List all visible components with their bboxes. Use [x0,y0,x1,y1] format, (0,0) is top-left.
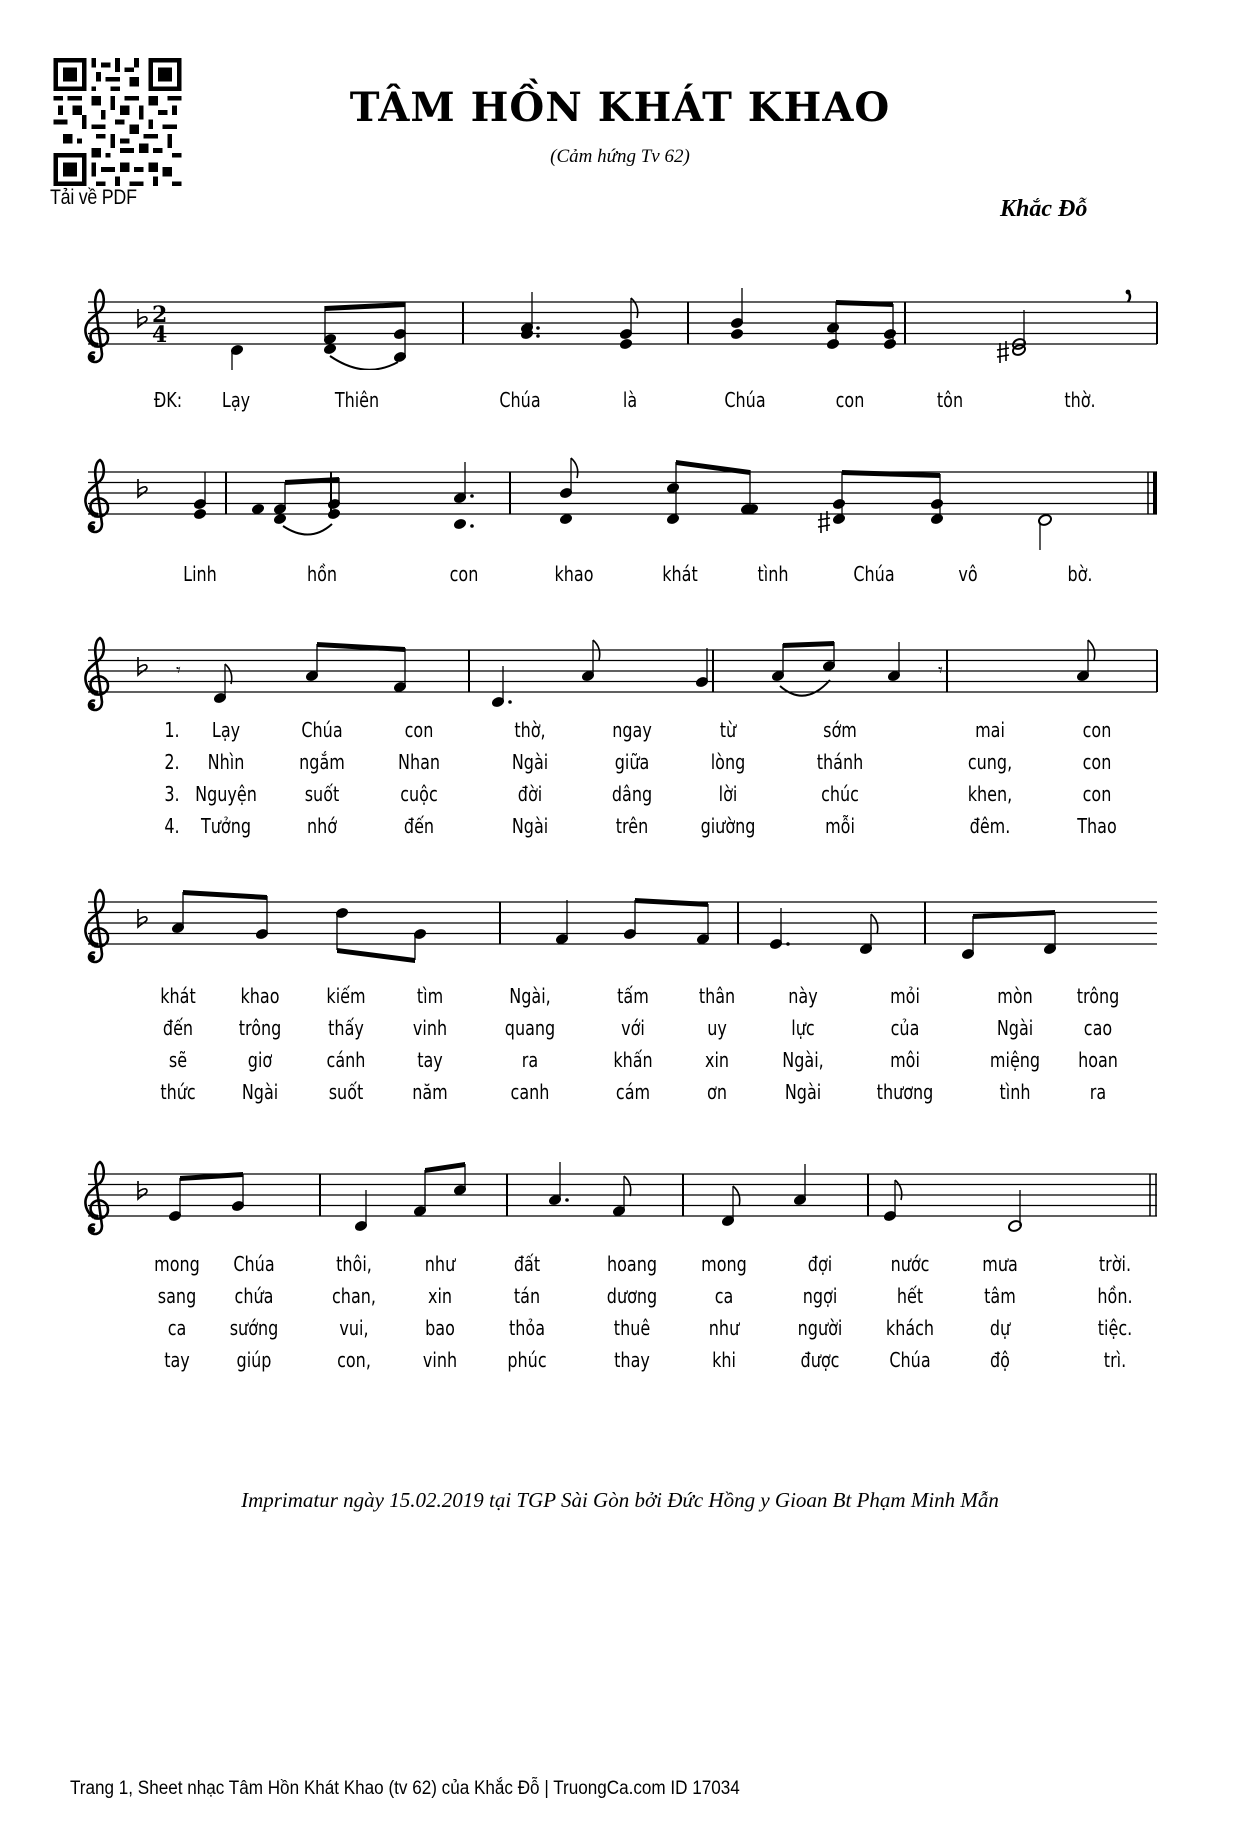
lyric-syllable: đợi [807,1252,833,1276]
lyric-syllable: mưa [982,1252,1018,1276]
lyric-syllable: cung, [967,750,1013,774]
lyric-syllable: thờ. [1064,388,1096,412]
lyric-syllable: giường [700,814,756,838]
lyric-syllable: Chúa [301,718,343,742]
song-title: TÂM HỒN KHÁT KHAO [349,84,891,131]
lyric-syllable: với [621,1016,645,1040]
lyric-syllable: xin [704,1048,730,1072]
lyric-syllable: được [800,1348,840,1372]
lyric-syllable: Ngài [784,1080,822,1104]
lyric-syllable: trông [1076,984,1120,1008]
lyric-syllable: như [424,1252,456,1276]
lyric-syllable: tâm [984,1284,1016,1308]
lyric-syllable: chan, [332,1284,376,1308]
lyrics-refrain-line-2 [0,562,1240,592]
lyric-syllable: trời. [1098,1252,1132,1276]
lyric-syllable: Lạy [211,718,241,742]
verse-number: 1. [164,718,180,742]
verse-number: 3. [164,782,180,806]
lyric-syllable: hoan [1078,1048,1118,1072]
lyric-syllable: trông [238,1016,282,1040]
music-notes [0,440,1240,550]
lyric-syllable: mòn [997,984,1033,1008]
lyric-syllable: ngợi [802,1284,838,1308]
staff-verse-1 [0,618,1240,728]
verse-number: 2. [164,750,180,774]
svg-text:2: 2 [152,302,168,328]
lyric-syllable: khen, [967,782,1013,806]
lyric-syllable: ra [521,1048,539,1072]
lyric-syllable: giơ [247,1048,273,1072]
lyric-syllable: như [708,1316,740,1340]
lyric-syllable: bờ. [1067,562,1093,586]
lyric-syllable: ngay [612,718,652,742]
lyric-syllable: từ [719,718,737,742]
staff-verse-2 [0,870,1240,980]
song-subtitle: (Cảm hứng Tv 62) [550,146,690,167]
lyric-syllable: ĐK: [153,388,183,412]
lyric-syllable: miệng [989,1048,1041,1072]
verses-block-2 [0,984,1240,1114]
lyric-syllable: môi [890,1048,920,1072]
svg-text:𝄾: 𝄾 [938,660,943,681]
lyric-syllable: cao [1083,1016,1113,1040]
lyric-syllable: đêm. [969,814,1011,838]
lyric-syllable: dâng [611,782,653,806]
lyric-syllable: bao [425,1316,455,1340]
lyric-syllable: Ngài [241,1080,279,1104]
lyric-syllable: tôn [936,388,964,412]
lyric-syllable: lòng [710,750,746,774]
music-staff [0,870,1240,980]
verse-1-line [0,984,1240,1014]
lyric-syllable: nước [890,1252,930,1276]
lyric-syllable: suốt [304,782,340,806]
lyric-syllable: Nhan [397,750,441,774]
verse-4-line [0,814,1240,844]
lyric-syllable: Thao [1077,814,1117,838]
lyric-syllable: tiệc. [1097,1316,1133,1340]
imprimatur-note: Imprimatur ngày 15.02.2019 tại TGP Sài Gòn bởi Đức Hồng y Gioan Bt Phạm Minh Mẫn [241,1488,999,1512]
lyric-syllable: thay [614,1348,650,1372]
lyric-syllable: giúp [236,1348,272,1372]
lyric-syllable: hồn [306,562,338,586]
staff-refrain-2-notes [0,440,1240,550]
verse-number: 4. [164,814,180,838]
lyric-syllable: Ngài [511,750,549,774]
lyric-syllable: khát [662,562,698,586]
page-footer: Trang 1, Sheet nhạc Tâm Hồn Khát Khao (tv 62) của Khắc Đỗ | TruongCa.com ID 17034 [70,1778,740,1799]
lyric-syllable: khao [240,984,280,1008]
download-pdf-link[interactable]: Tải về PDF [50,186,137,209]
lyric-syllable: phúc [507,1348,547,1372]
lyric-syllable: đất [513,1252,541,1276]
lyric-syllable: tán [513,1284,541,1308]
svg-text:4: 4 [152,322,168,348]
lyric-syllable: chứa [234,1284,274,1308]
lyric-syllable: thấy [328,1016,364,1040]
lyric-syllable: tấm [617,984,649,1008]
lyric-syllable: cám [615,1080,651,1104]
lyric-syllable: ca [167,1316,187,1340]
lyric-syllable: sẽ [168,1048,188,1072]
lyric-syllable: chúc [821,782,859,806]
lyric-syllable: thương [876,1080,934,1104]
lyric-syllable: hết [896,1284,924,1308]
lyric-syllable: đến [403,814,435,838]
verse-3-line [0,1048,1240,1078]
lyric-syllable: thánh [816,750,864,774]
lyric-syllable: hoang [606,1252,658,1276]
lyric-syllable: Chúa [499,388,541,412]
lyric-syllable: trì. [1103,1348,1127,1372]
verse-4-line [0,1080,1240,1110]
lyric-syllable: thờ, [514,718,546,742]
lyric-syllable: thuê [613,1316,651,1340]
lyric-syllable: ngắm [299,750,345,774]
music-staff [0,618,1240,728]
lyric-syllable: tình [999,1080,1031,1104]
lyric-syllable: vui, [339,1316,369,1340]
lyric-syllable: cánh [326,1048,366,1072]
lyric-syllable: trên [615,814,649,838]
lyric-syllable: vinh [422,1348,458,1372]
lyric-syllable: ra [1089,1080,1107,1104]
lyric-syllable: hồn. [1097,1284,1133,1308]
music-staff [0,1142,1240,1252]
verses-block-1 [0,718,1240,848]
lyric-syllable: vinh [412,1016,448,1040]
svg-text:𝄾: 𝄾 [176,660,181,681]
lyric-syllable: Nhìn [207,750,245,774]
lyric-syllable: Chúa [233,1252,275,1276]
lyric-syllable: khao [554,562,594,586]
lyric-syllable: thôi, [336,1252,372,1276]
lyrics-refrain-line-1 [0,388,1240,418]
lyric-syllable: con [449,562,479,586]
lyric-syllable: tình [757,562,789,586]
lyric-syllable: kiếm [326,984,366,1008]
staff-verse-3 [0,1142,1240,1252]
lyric-syllable: này [788,984,818,1008]
verse-1-line [0,1252,1240,1282]
verse-2-line [0,1284,1240,1314]
lyric-syllable: Lạy [221,388,251,412]
lyric-syllable: lời [718,782,738,806]
lyric-syllable: Thiên [334,388,380,412]
lyric-syllable: đến [162,1016,194,1040]
lyric-syllable: nhớ [306,814,338,838]
lyric-syllable: độ [990,1348,1010,1372]
lyric-syllable: tay [164,1348,190,1372]
lyric-syllable: mỏi [890,984,920,1008]
lyric-syllable: tay [417,1048,443,1072]
verse-3-line [0,1316,1240,1346]
lyric-syllable: Nguyện [195,782,257,806]
verses-block-3 [0,1252,1240,1382]
lyric-syllable: Chúa [853,562,895,586]
lyric-syllable: con [1082,718,1112,742]
lyric-syllable: khấn [613,1048,653,1072]
lyric-syllable: xin [427,1284,453,1308]
lyric-syllable: Ngài, [509,984,551,1008]
lyric-syllable: Ngài [996,1016,1034,1040]
lyric-syllable: người [797,1316,843,1340]
lyric-syllable: khách [885,1316,935,1340]
lyric-syllable: tìm [416,984,444,1008]
lyric-syllable: sớm [823,718,857,742]
lyric-syllable: Ngài [511,814,549,838]
lyric-syllable: uy [707,1016,727,1040]
lyric-syllable: Chúa [889,1348,931,1372]
lyric-syllable: cuộc [400,782,438,806]
lyric-syllable: thức [160,1080,196,1104]
lyric-syllable: con, [337,1348,371,1372]
composer-name: Khắc Đỗ [1000,196,1088,222]
verse-2-line [0,750,1240,780]
lyric-syllable: mong [154,1252,200,1276]
lyric-syllable: con [835,388,865,412]
lyric-syllable: con [1082,750,1112,774]
lyric-syllable: giữa [614,750,650,774]
verse-1-line [0,718,1240,748]
verse-3-line [0,782,1240,812]
lyric-syllable: của [890,1016,920,1040]
lyric-syllable: mong [701,1252,747,1276]
lyric-syllable: quang [504,1016,556,1040]
lyric-syllable: là [622,388,638,412]
lyric-syllable: suốt [328,1080,364,1104]
lyric-syllable: canh [510,1080,550,1104]
lyric-syllable: Chúa [724,388,766,412]
lyric-syllable: thỏa [508,1316,546,1340]
lyric-syllable: ơn [707,1080,727,1104]
lyric-syllable: dương [606,1284,658,1308]
verse-2-line [0,1016,1240,1046]
verse-4-line [0,1348,1240,1378]
lyric-syllable: ca [714,1284,734,1308]
lyric-syllable: Ngài, [782,1048,824,1072]
lyric-syllable: Linh [183,562,217,586]
lyric-syllable: Tưởng [201,814,251,838]
lyric-syllable: năm [412,1080,448,1104]
lyric-syllable: con [1082,782,1112,806]
lyric-syllable: mỗi [825,814,855,838]
lyric-syllable: đời [517,782,543,806]
music-staff [0,270,1240,370]
lyric-syllable: mai [975,718,1005,742]
lyric-syllable: sướng [229,1316,279,1340]
lyric-syllable: vô [958,562,978,586]
staff-refrain-1 [0,270,1240,370]
lyric-syllable: khi [712,1348,736,1372]
lyric-syllable: thân [698,984,736,1008]
lyric-syllable: lực [791,1016,815,1040]
lyric-syllable: sang [157,1284,197,1308]
lyric-syllable: khát [160,984,196,1008]
lyric-syllable: dự [989,1316,1011,1340]
lyric-syllable: con [404,718,434,742]
